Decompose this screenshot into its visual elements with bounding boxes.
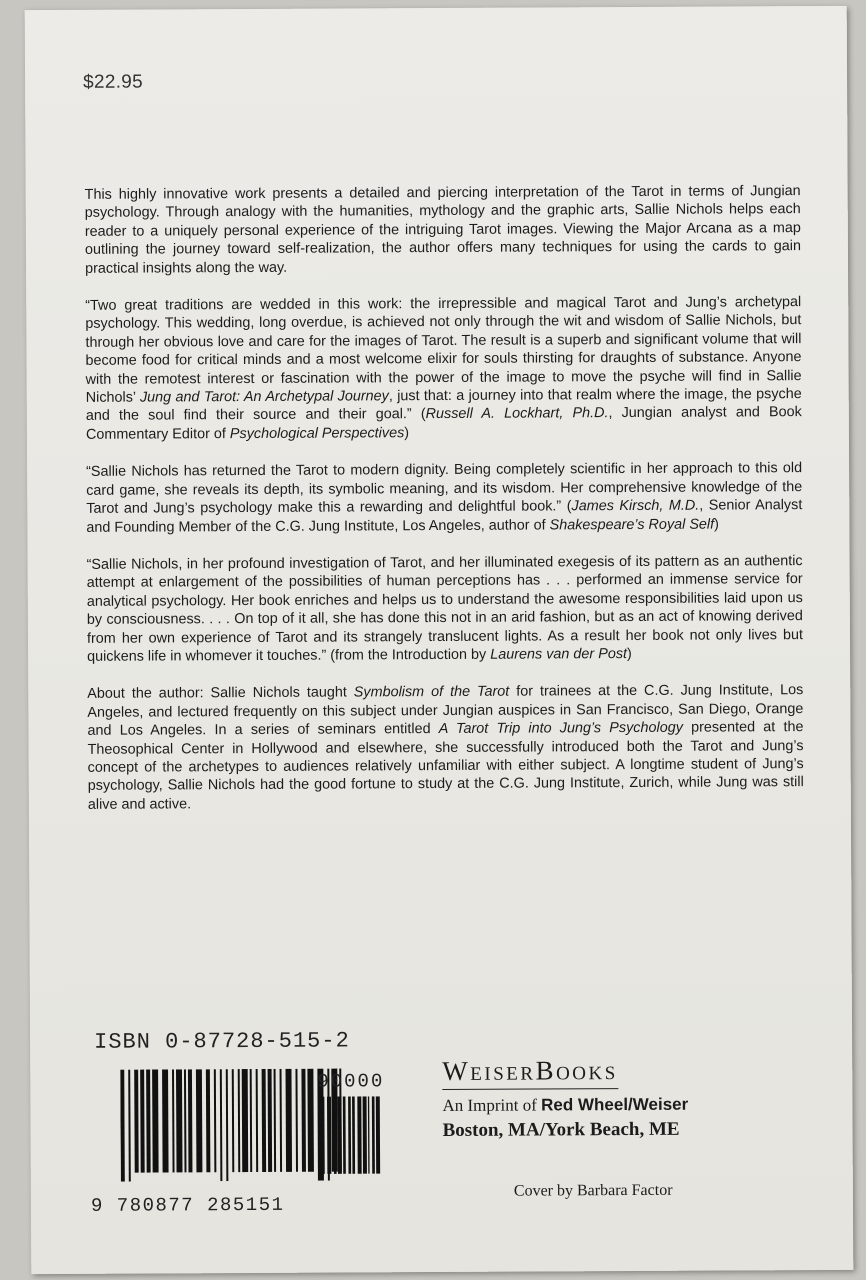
reviewer-name: James Kirsch, M.D. bbox=[571, 497, 700, 515]
barcode-bar bbox=[188, 1069, 193, 1172]
barcode-bar bbox=[172, 1069, 175, 1172]
publisher-location: Boston, MA/York Beach, ME bbox=[442, 1118, 680, 1141]
barcode-bar bbox=[242, 1069, 249, 1172]
book-title: Jung and Tarot: An Archetypal Journey bbox=[139, 388, 389, 406]
barcode-bar bbox=[295, 1069, 298, 1172]
barcode-bar bbox=[184, 1069, 187, 1172]
barcode-bar bbox=[372, 1096, 375, 1173]
barcode-bar bbox=[343, 1096, 346, 1173]
barcode-bar bbox=[256, 1069, 259, 1172]
barcode-bar bbox=[376, 1096, 380, 1173]
publisher-block bbox=[442, 1054, 742, 1142]
barcode-bar bbox=[352, 1096, 355, 1173]
book-back-cover bbox=[25, 6, 854, 1274]
course-title: Symbolism of the Tarot bbox=[353, 683, 510, 701]
barcode-bar bbox=[232, 1069, 235, 1172]
review-quote-lockhart: “Two great traditions are wedded in this work: the irrepressible and magical Tarot and Jung’s archetypal psychology. This wedding, long overdue, is achieved not only through the wit and wisdom of Sallie Nichols, but through her obvious love and care for the images of Tarot. The result is a superb and significant volume that will become food for critical minds and a most welcome elixir for souls thirsting for draughts of substance. Anyone with the remotest interest or fascination with the power of the image to move the psyche will find in Sallie Nichols’ Jung and Tarot: An Archetypal Journey, just that: a journey into that realm where the image, the psyche and the soul find their source and their goal.” (Russell A. Lockhart, Ph.D., Jungian analyst and Book Commentary Editor of Psychological Perspectives) bbox=[85, 294, 802, 443]
barcode-bar bbox=[301, 1069, 306, 1172]
about-author-paragraph: About the author: Sallie Nichols taught Symbolism of the Tarot for trainees at the C.G. Jung Institute, Los Angeles, and lectured frequently on this subject under Jungian auspices in San Francisco, San Diego, Orange and Los Angeles. In a series of seminars entitled A Tarot Trip into Jung’s Psychology presented at the Theosophical Center in Hollywood and elsewhere, she successfully introduced both the Tarot and Jung’s concept of the archetypes to audiences relatively unfamiliar with either subject. A longtime student of Jung’s psychology, Sallie Nichols had the good fortune to study at the C.G. Jung Institute, Zurich, while Jung was still alive and active. bbox=[87, 682, 804, 813]
barcode-bar bbox=[146, 1070, 151, 1173]
barcode-bar bbox=[307, 1069, 314, 1172]
review-quote-van-der-post: “Sallie Nichols, in her profound investigation of Tarot, and her illuminated exegesis of its pattern as an authentic attempt at enlargement of the possibilities of human perceptions has . . . performed an immense service for analytical psychology. Her book enriches and helps us to understand the awesome responsibilities laid upon us by consciousness. . . . On top of it all, she has done this not in an arid fashion, but as an act of knowing derived from her own experience of Tarot and its strangely translucent lights. As a result her book not only lives but quickens life in whomever it touches.” (from the Introduction by Laurens van der Post) bbox=[86, 553, 804, 665]
barcode-bar bbox=[363, 1096, 367, 1173]
barcode-number: 9 780877 285151 bbox=[90, 1193, 285, 1217]
review-quote-kirsch: “Sallie Nichols has returned the Tarot to modern dignity. Being completely scientific in her approach to this old card game, she reveals its depth, its symbolic meaning, and its wisdom. Her comprehensive knowledge of the Tarot and Jung’s psychology make this a rewarding and delightful book.” (James Kirsch, M.D., Senior Analyst and Founding Member of the C.G. Jung Institute, Los Angeles, author of Shakespeare’s Royal Self) bbox=[86, 460, 803, 536]
barcode-bar bbox=[206, 1069, 211, 1172]
barcode-bar bbox=[327, 1097, 331, 1174]
barcode-bar bbox=[220, 1069, 223, 1181]
description-paragraph: This highly innovative work presents a detailed and piercing interpretation of the Tarot in terms of Jungian psychology. Through analogy with the humanities, mythology and the graphic arts, Sallie Nichols helps each reader to a uniquely personal experience of the intriguing Tarot images. Viewing the Major Arcana as a map outlining the journey toward self-realization, the author offers many techniques for using the cards to gain practical insights along the way. bbox=[84, 183, 801, 277]
barcode-bar bbox=[348, 1096, 351, 1173]
barcode-bar bbox=[268, 1069, 273, 1172]
barcode-bar bbox=[128, 1070, 131, 1182]
barcode-bar bbox=[226, 1069, 229, 1181]
barcode-bar bbox=[152, 1069, 159, 1172]
barcode-bar bbox=[286, 1069, 293, 1172]
barcode-bar bbox=[357, 1096, 361, 1173]
publisher-logo: WeiserBooks bbox=[442, 1055, 618, 1090]
seminar-title: A Tarot Trip into Jung’s Psychology bbox=[438, 719, 683, 738]
barcode-bar bbox=[134, 1070, 139, 1173]
publication-name: Psychological Perspectives bbox=[229, 425, 405, 442]
back-cover-text bbox=[85, 182, 804, 833]
barcode-bar bbox=[162, 1069, 169, 1172]
book-title: Shakespeare’s Royal Self bbox=[549, 516, 715, 533]
barcode-bar bbox=[368, 1096, 370, 1173]
barcode-bar bbox=[250, 1069, 253, 1172]
isbn-label: ISBN 0-87728-515-2 bbox=[94, 1028, 350, 1055]
ean13-barcode bbox=[120, 1068, 346, 1181]
barcode-bar bbox=[274, 1069, 277, 1172]
cover-credit: Cover by Barbara Factor bbox=[513, 1181, 673, 1200]
barcode-bar bbox=[320, 1097, 324, 1174]
barcode-bar bbox=[214, 1069, 217, 1172]
barcode-bar bbox=[176, 1069, 183, 1172]
reviewer-name: Russell A. Lockhart, Ph.D. bbox=[425, 405, 609, 423]
barcode-bar bbox=[140, 1070, 145, 1173]
barcode-bar bbox=[196, 1069, 203, 1172]
price-code: 90000 bbox=[317, 1070, 385, 1093]
reviewer-name: Laurens van der Post bbox=[490, 645, 628, 663]
barcode-bar bbox=[262, 1069, 267, 1172]
publisher-imprint: An Imprint of Red Wheel/Weiser bbox=[442, 1094, 689, 1115]
barcode-bar bbox=[334, 1097, 337, 1174]
price-addon-barcode bbox=[320, 1096, 382, 1180]
barcode-bar bbox=[120, 1070, 125, 1182]
barcode-bar bbox=[238, 1069, 241, 1172]
barcode-bar bbox=[280, 1069, 283, 1172]
barcode-bar bbox=[338, 1097, 342, 1174]
price-sticker: $22.95 bbox=[83, 71, 144, 93]
